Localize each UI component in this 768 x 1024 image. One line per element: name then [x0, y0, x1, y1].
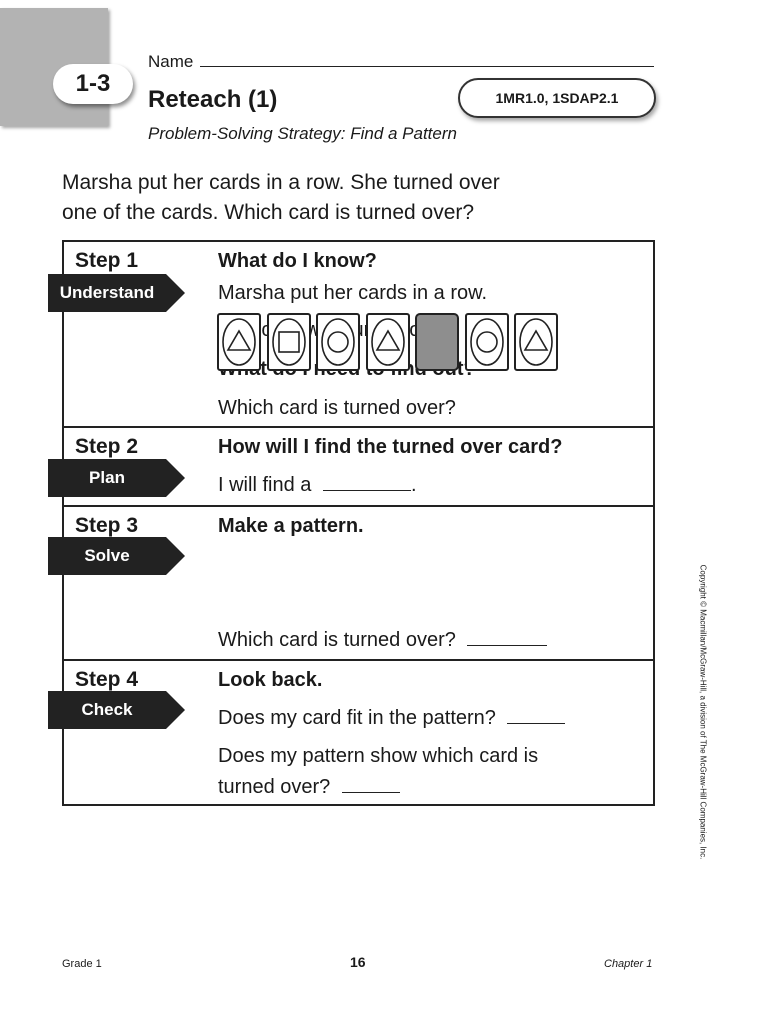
step-2-line-1-text: I will find a	[218, 474, 312, 496]
page-title: Reteach (1)	[148, 86, 278, 113]
step-1-line-1: Marsha put her cards in a row.	[218, 282, 488, 304]
pattern-answer-blank[interactable]	[323, 490, 411, 491]
pattern-card	[217, 313, 261, 371]
step-3-row	[64, 507, 653, 661]
step-1-arrow-label: Understand	[59, 283, 155, 302]
step-2-heading: How will I find the turned over card?	[218, 436, 563, 458]
copyright-notice: Copyright © Macmillan/McGraw-Hill, a division of The McGraw-Hill Companies, Inc.	[698, 564, 708, 860]
circle-icon	[318, 315, 358, 369]
pattern-show-answer-blank[interactable]	[342, 792, 400, 793]
step-4-row	[64, 661, 653, 804]
pattern-card	[514, 313, 558, 371]
footer-grade: Grade 1	[62, 958, 102, 970]
turned-card-answer-blank[interactable]	[467, 645, 547, 646]
pattern-card	[316, 313, 360, 371]
step-4-line-3	[218, 776, 400, 799]
triangle-icon	[368, 315, 408, 369]
step-2-line-1-period: .	[410, 474, 417, 496]
step-4-line-1-text: Does my card fit in the pattern?	[218, 707, 496, 729]
triangle-icon	[219, 315, 259, 369]
pattern-card	[267, 313, 311, 371]
step-2-label: Step 2	[75, 435, 139, 458]
circle-icon	[467, 315, 507, 369]
step-4-arrow-label: Check	[81, 700, 133, 719]
step-3-arrow	[48, 537, 185, 575]
square-icon	[269, 315, 309, 369]
page-subtitle: Problem-Solving Strategy: Find a Pattern	[148, 124, 457, 143]
step-3-line-1	[218, 629, 547, 652]
step-4-line-3-text: turned over?	[218, 776, 331, 798]
step-3-label: Step 3	[75, 514, 139, 537]
fit-pattern-answer-blank[interactable]	[507, 723, 565, 724]
step-3-line-1-text: Which card is turned over?	[218, 629, 456, 651]
pattern-card	[366, 313, 410, 371]
lesson-number-badge: 1-3	[53, 64, 133, 104]
footer-chapter: Chapter 1	[604, 958, 653, 970]
step-4-line-2: Does my pattern show which card is	[218, 745, 539, 767]
name-label: Name	[148, 52, 194, 71]
step-3-arrow-label: Solve	[84, 546, 130, 565]
step-2-arrow-label: Plan	[89, 468, 125, 487]
step-2-line-1	[218, 474, 417, 497]
step-2-row	[64, 428, 653, 507]
step-1-label: Step 1	[75, 249, 139, 272]
intro-paragraph	[62, 168, 662, 228]
footer-page-number: 16	[350, 954, 366, 970]
intro-line-1: Marsha put her cards in a row. She turned over	[62, 171, 500, 194]
step-1-arrow	[48, 274, 185, 312]
step-4-arrow	[48, 691, 185, 729]
standards-badge: 1MR1.0, 1SDAP2.1	[458, 78, 656, 118]
step-4-line-1	[218, 707, 565, 730]
name-field-line[interactable]	[200, 66, 654, 67]
turned-over-card	[415, 313, 459, 371]
pattern-card	[465, 313, 509, 371]
step-1-heading: What do I know?	[218, 250, 377, 272]
step-1-line-3: Which card is turned over?	[218, 397, 456, 419]
intro-line-2: one of the cards. Which card is turned over?	[62, 201, 475, 224]
step-4-heading: Look back.	[218, 669, 323, 691]
triangle-icon	[516, 315, 556, 369]
step-3-heading: Make a pattern.	[218, 515, 364, 537]
step-2-arrow	[48, 459, 185, 497]
step-4-label: Step 4	[75, 668, 139, 691]
